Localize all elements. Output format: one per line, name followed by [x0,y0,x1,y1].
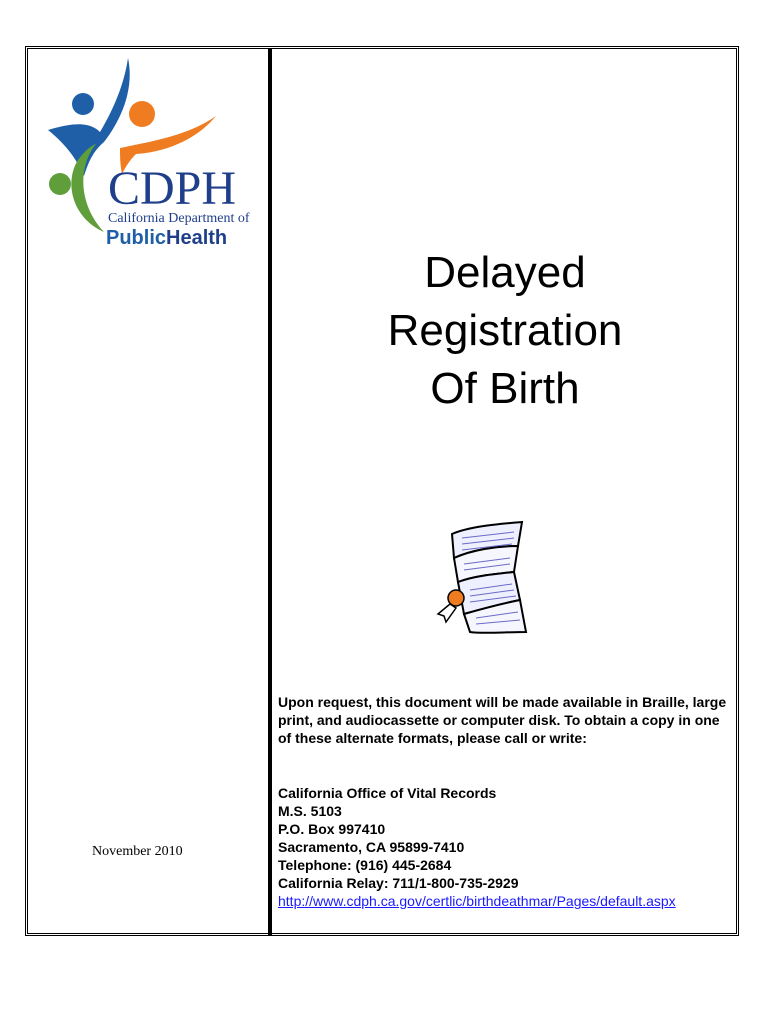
address-relay: California Relay: 711/1-800-735-2929 [278,875,519,891]
logo-public: PublicHealth [106,227,228,249]
title-line-1: Delayed [424,248,586,297]
document-title [300,244,710,418]
title-line-2: Registration [387,306,623,355]
accessibility-notice: Upon request, this document will be made available in Braille, large print, and audiocassette or computer disk. To obtain a copy in one of these alternate formats, please call or write: [278,694,727,746]
logo-acronym: CDPH [108,162,237,215]
address-city: Sacramento, CA 95899-7410 [278,839,465,855]
address-mail-stop: M.S. 5103 [278,803,342,819]
logo-department: California Department of [108,211,250,226]
publication-date: November 2010 [92,844,183,859]
address-telephone: Telephone: (916) 445-2684 [278,857,452,873]
address-office: California Office of Vital Records [278,785,497,801]
website-link[interactable]: http://www.cdph.ca.gov/certlic/birthdeathmar/Pages/default.aspx [278,893,676,909]
column-divider [268,48,272,935]
contact-address [278,784,728,910]
cdph-logo [38,56,268,252]
address-po-box: P.O. Box 997410 [278,821,386,837]
cdph-logo-graphic [38,56,268,252]
diploma-icon [430,520,530,638]
title-line-3: Of Birth [430,364,580,413]
